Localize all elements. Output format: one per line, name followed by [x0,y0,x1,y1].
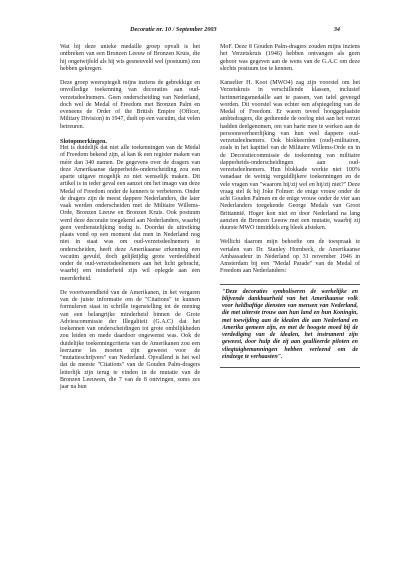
journal-title: Decoratie nr. 10 / September 2003 [130,26,217,33]
page-header [60,26,340,33]
right-column [220,44,360,368]
page-number: 34 [333,26,340,33]
block-quote: "Deze decoraties symboliseren de werkelijke en blijvende dankbaarheid van het Amerikaanse volk voor heldhaftige diensten van mensen van Nederland, die met uiterste trouw aan hun land en hun Koningin, met toewijding aan de idealen die aan Nederland en Amerika gemeen zijn, en met de hoogste moed bij de verdediging van de idealen, het instrument zijn geweest, door hulp die zij aan geallieerde piloten en vliegtuigbemanningen hebben verleend om de eindzege te verhaasten". [220,284,360,369]
paragraph: Wellicht daarom mijn behoefte om de toespraak te vertalen van Dr. Stanley Hornbeck, de Amerikaanse Ambassadeur in Nederland op 31 november 1946 in Amsterdam bij een "Medal Parade" van de Medal of Freedom aan Nederlanders: [220,239,360,275]
paragraph: Het is duidelijk dat niet alle toekenningen van de Medal of Freedom bekend zijn, al kan ik een register maken van méér dan 340 namen. De gegevens over de dragers van deze Amerikaanse dapperheids-onderscheiding zou een aparte uitgave mogelijk zo niet wenselijk maken. Dit artikel is in ieder geval een aanzet om het imago van deze Medal of Freedom onder de kenners te verbeteren. Onder de dragers zijn de meest dappere Nederlanders, die later vaak werden onderscheiden met de Militaire Willems-Orde, Bronzen Leeuw en Bronzen Kruis. Ook postuum werd deze decoratie toegekend aan Nederlanders, waarbij geen verdienstelijking nodig is. Doordat de uitreiking plaats vond op een moment dat men in Nederland nog niet in staat was om oud-verzetsdeelnemers te onderscheiden, heeft deze Amerikaanse erkenning een vacuüm gevuld, doch gelijktijdig grote verdeeldheid onder de oud-verzetsdeelnemers aan het licht gebracht, waarbij een minderheid zijn wil oplegde aan een meerderheid. [60,145,200,282]
left-column [60,44,200,398]
paragraph: Kanselier H. Koot (MWO4) zag zijn voorstel om het Verzetskruis in verschillende klassen, inclusief herinneringsmedaille aan te passen, van tafel geveegd worden. Dit voorstel was echter een afspiegeling van de Medal of Freedom. Er waren teveel hooggeplaatste ambtsdragers, die gedurende de oorlog niet aan het verzet hadden deelgenomen, om van harte mee te werken aan de persoonsverheerlijking van hun veel dappere oud-verzetsdeelnemers. Ook blokkeerden (oud)-militairen, zoals in het kapittel van de Militaire Willems-Orde en in de Decoratiecommissie de toekenning van militaire dapperheids-onderscheidingen aan oud-verzetsdeelnemers. Hun blokkade werkte niet 100% vanadaar de weinig verguldlijkere toekenningen en de vele vragen van "waarom hij/zij wel en hij/zij niet?" Deze vraag stel ik bij Joke Folmer: de enige vrouw onder de acht Gouden Palmen en de enige vrouw onder de vier aan Nederlanders toegekende George Medals van Groot Brittannië. Hoger kon niet en door Nederland na lang aanzien de Bronzen Leeuw met een mutatie, waarbij zij duurste MWO inmiddels erg bleek afsteken. [220,80,360,231]
section-heading: Slotopmerkingen. [60,137,107,145]
paragraph: Wat bij deze unieke medaille groep opvalt is het ontbreken van een Bronzen Leeuw of Bronzen Kruis, die hij ongetwijfeld als hij wis gesneuveld wel (postuum) zou hebben gekregen. [60,44,200,72]
paragraph: MoF. Deze 8 Gouden Palm-dragers zouden mijns inziens het Verzetskruis (1946) hebben ontvangen als geen gehoor was gegeven aan de wens van de G.A.C om deze slechts postuum toe te kennen. [220,44,360,72]
paragraph: De voortvarendheid van de Amerikanen, in het vergaren van de juiste informatie om de "Citations" te kunnen formuleren staat in schrille tegenstelling tot de mening van een belangrijke minderheid binnen de Grote Adviescommissie der Illegaliteit (G.A.C) dat het toekennen van onderscheidingen tot grote ombilijkheden zou leiden en mede daardoor ongewenst was. Ook de duidelijke toekenningcriteria van de Amerikanen zou een leerzame les moeten zijn geweest voor de "mutatieschrijvers" van Nederland. Opvallend is het wel dat de meeste "Citations" van de Gouden Palm-dragers letterlijk zijn terug te vinden in de mutatie van de Bronzen Leeuwen, die 7 van de 8 ontvingen, soms zes jaar na hun [60,289,200,390]
paragraph: Deze groep weerspiegelt mijns inziens de gebrekkige en onvolledige toekenning van decoraties aan oud-verzetsdeelnemers. Geen onderscheiding van Nederland, doch wel de Medal of Freedom met Bronzen Palm en eveneens de Order of the British Empire (Officer, Military Division) in 1947, dudt op een vacuüm, dat velen betreuren. [60,80,200,130]
